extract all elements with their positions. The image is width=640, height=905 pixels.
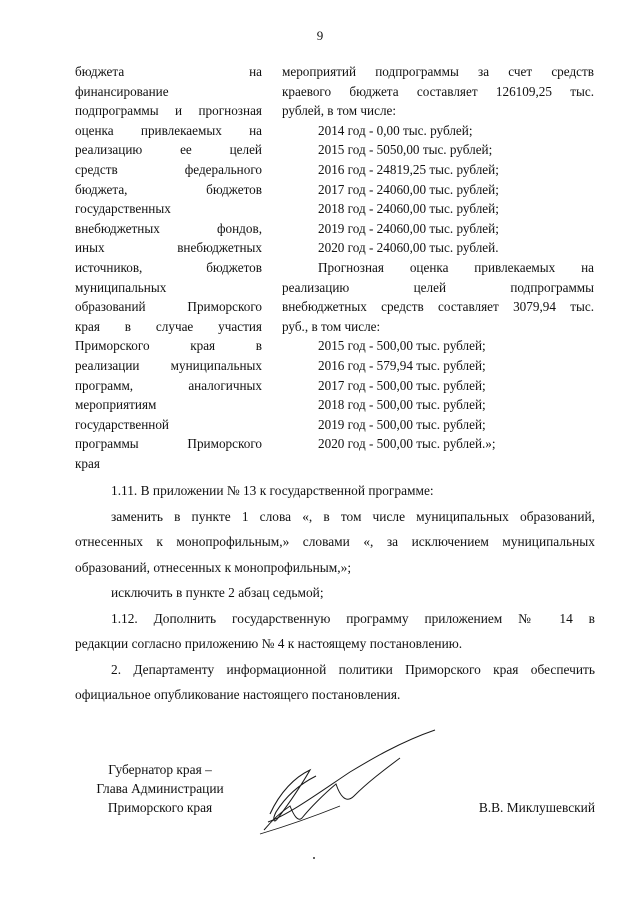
left-column-line: реализацию ее целей bbox=[75, 142, 262, 158]
signatory-name: В.В. Миклушевский bbox=[478, 800, 595, 815]
left-column-line: государственных bbox=[75, 201, 171, 217]
budget-year-line: 2019 год - 24060,00 тыс. рублей; bbox=[318, 220, 499, 236]
left-column-line: программ, аналогичных bbox=[75, 377, 262, 393]
left-column-line: государственной bbox=[75, 416, 169, 432]
left-column-line: края bbox=[75, 455, 100, 471]
left-column-line: программы Приморского bbox=[75, 436, 262, 452]
forecast-year-line: 2016 год - 579,94 тыс. рублей; bbox=[318, 357, 486, 373]
left-column-label bbox=[75, 62, 262, 473]
forecast-intro-line: Прогнозная оценка привлекаемых на bbox=[318, 259, 594, 275]
forecast-year-line: 2018 год - 500,00 тыс. рублей; bbox=[318, 397, 486, 413]
paragraph-exclude: исключить в пункте 2 абзац седьмой; bbox=[111, 585, 324, 600]
left-column-line: муниципальных bbox=[75, 279, 167, 295]
left-column-line: источников, бюджетов bbox=[75, 259, 262, 275]
forecast-intro-line: реализацию целей подпрограммы bbox=[282, 279, 594, 295]
forecast-year-line: 2017 год - 500,00 тыс. рублей; bbox=[318, 377, 486, 393]
paragraph-1-12-line-2: редакции согласно приложению № 4 к настоящему постановлению. bbox=[75, 636, 463, 651]
budget-intro-line: краевого бюджета составляет 126109,25 тыс. bbox=[282, 83, 594, 99]
paragraph-2-line-2: официальное опубликование настоящего постановления. bbox=[75, 687, 401, 702]
budget-year-line: 2020 год - 24060,00 тыс. рублей. bbox=[318, 240, 499, 256]
left-column-line: бюджета, бюджетов bbox=[75, 181, 262, 197]
budget-year-line: 2014 год - 0,00 тыс. рублей; bbox=[318, 122, 473, 138]
left-column-line: Приморского края в bbox=[75, 338, 262, 354]
left-column-line: края в случае участия bbox=[75, 318, 262, 334]
left-column-line: иных внебюджетных bbox=[75, 240, 262, 256]
signatory-title-line-2: Глава Администрации bbox=[96, 781, 224, 796]
paragraph-2-line-1: 2. Департаменту информационной политики Приморского края обеспечить bbox=[111, 661, 595, 677]
right-column-content bbox=[282, 62, 594, 454]
left-column-line: внебюджетных фондов, bbox=[75, 220, 262, 236]
forecast-intro-line: внебюджетных средств составляет 3079,94 тыс. bbox=[282, 299, 594, 315]
budget-intro-line: мероприятий подпрограммы за счет средств bbox=[282, 64, 594, 79]
signatory-title-line-1: Губернатор края – bbox=[108, 762, 212, 777]
forecast-year-line: 2015 год - 500,00 тыс. рублей; bbox=[318, 338, 486, 354]
paragraph-1-12-line-1: 1.12. Дополнить государственную программу приложением № 14 в bbox=[111, 610, 595, 626]
forecast-year-line: 2020 год - 500,00 тыс. рублей.»; bbox=[318, 436, 496, 452]
paragraph-replace-line-1: заменить в пункте 1 слова «, в том числе муниципальных образований, bbox=[111, 508, 595, 524]
paragraph-replace-line-2: отнесенных к монопрофильным,» словами «, за исключением муниципальных bbox=[75, 534, 595, 549]
page-number: 9 bbox=[316, 28, 324, 43]
paragraph-1-11: 1.11. В приложении № 13 к государственной программе: bbox=[111, 483, 434, 498]
left-column-line: реализации муниципальных bbox=[75, 357, 262, 373]
budget-year-line: 2018 год - 24060,00 тыс. рублей; bbox=[318, 201, 499, 217]
body-text bbox=[75, 478, 595, 708]
paragraph-replace-line-3: образований, отнесенных к монопрофильным,»; bbox=[75, 559, 352, 575]
signatory-title-line-3: Приморского края bbox=[107, 800, 213, 815]
left-column-line: финансирование bbox=[75, 83, 169, 99]
left-column-line: оценка привлекаемых на bbox=[75, 122, 262, 138]
budget-intro-line: рублей, в том числе: bbox=[282, 103, 397, 119]
budget-year-line: 2017 год - 24060,00 тыс. рублей; bbox=[318, 181, 499, 197]
left-column-line: подпрограммы и прогнозная bbox=[75, 103, 262, 119]
left-column-line: средств федерального bbox=[75, 161, 262, 177]
left-column-line: мероприятиям bbox=[75, 397, 157, 413]
left-column-line: образований Приморского bbox=[75, 299, 262, 315]
forecast-intro-line: руб., в том числе: bbox=[282, 318, 381, 334]
budget-year-line: 2016 год - 24819,25 тыс. рублей; bbox=[318, 161, 499, 177]
handwritten-signature bbox=[250, 722, 450, 862]
left-column-line: бюджета на bbox=[75, 64, 262, 79]
forecast-year-line: 2019 год - 500,00 тыс. рублей; bbox=[318, 416, 486, 432]
signatory-title bbox=[60, 760, 260, 817]
budget-year-line: 2015 год - 5050,00 тыс. рублей; bbox=[318, 142, 493, 158]
